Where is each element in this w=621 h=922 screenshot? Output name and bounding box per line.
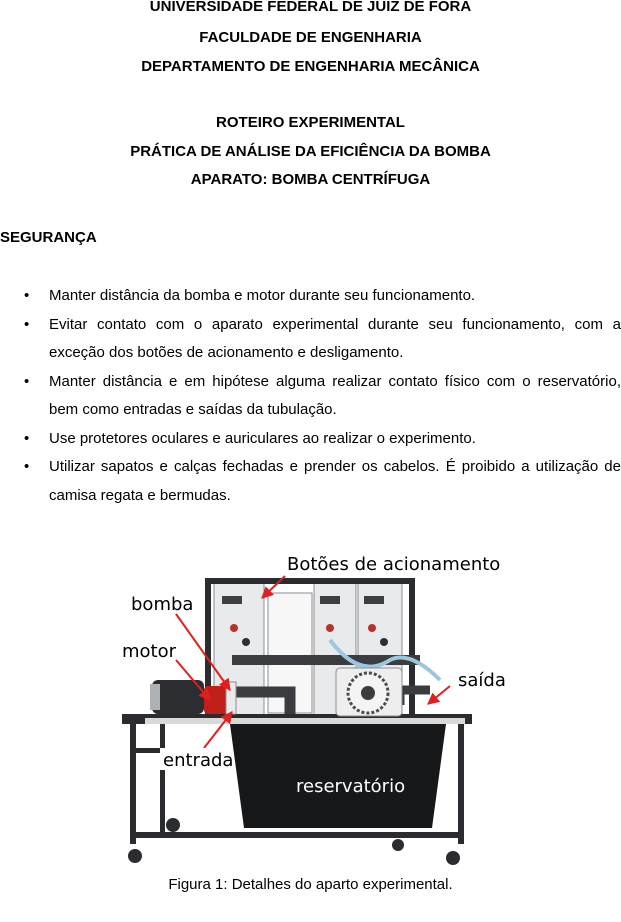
caster-wheel [128,849,142,863]
label-bomba: bomba [131,594,194,615]
turbine-hub [361,686,375,700]
button-icon [326,624,334,632]
header-faculty: FACULDADE DE ENGENHARIA [199,29,422,46]
list-item [0,453,621,510]
bullet-icon: • [24,372,30,390]
arrow-saida [428,686,450,704]
label-botoes: Botões de acionamento [287,554,501,575]
button-icon [230,624,238,632]
label-reservatorio: reservatório [296,776,406,797]
header-department: DEPARTAMENTO DE ENGENHARIA MECÂNICA [141,58,480,75]
list-item-text: Evitar contato com o aparato experimental durante seu funcionamento, com a exceção dos botões de acionamento e desligamento. [49,315,621,361]
bullet-icon: • [24,315,30,333]
motor-cap [150,684,160,710]
display-middle [320,596,340,604]
list-item [0,282,621,311]
bench-base [145,718,465,724]
header-roteiro: ROTEIRO EXPERIMENTAL [216,114,405,131]
display-left [222,596,242,604]
display-right [364,596,384,604]
bullet-icon: • [24,429,30,447]
label-motor: motor [122,641,177,662]
frame-bottom-rail [130,832,464,838]
button-icon [380,638,388,646]
label-entrada: entrada [163,750,234,771]
caster-wheel [166,818,180,832]
bullet-icon: • [24,458,30,475]
caster-wheel [446,851,460,865]
list-item-text: Utilizar sapatos e calças fechadas e prender os cabelos. É proibido a utilização de camisa regata e bermudas. [49,458,621,504]
button-icon [368,624,376,632]
frame-leg [130,724,136,844]
label-saida: saída [458,670,506,691]
frame-leg [160,724,165,834]
frame-leg [458,724,464,844]
frame-top-rail [205,578,415,584]
header-pratica: PRÁTICA DE ANÁLISE DA EFICIÊNCIA DA BOMBA [130,143,491,160]
frame-post [409,578,415,718]
list-item [0,425,621,454]
section-title-seguranca: SEGURANÇA [0,229,97,246]
list-item [0,311,621,368]
caster-wheel [392,839,404,851]
safety-list [0,282,621,510]
header-aparato: APARATO: BOMBA CENTRÍFUGA [190,171,431,188]
list-item-text: Use protetores oculares e auriculares ao realizar o experimento. [49,429,476,447]
list-item-text: Manter distância e em hipótese alguma realizar contato físico com o reservatório, bem como entradas e saídas da tubulação. [49,372,621,418]
list-item-text: Manter distância da bomba e motor durante seu funcionamento. [49,287,476,304]
list-item [0,368,621,425]
button-icon [242,638,250,646]
bullet-icon: • [24,287,30,304]
header-university: UNIVERSIDADE FEDERAL DE JUIZ DE FORA [149,0,472,15]
apparatus-photo [0,540,621,890]
figure-caption: Figura 1: Detalhes do aparto experimental. [168,876,453,893]
